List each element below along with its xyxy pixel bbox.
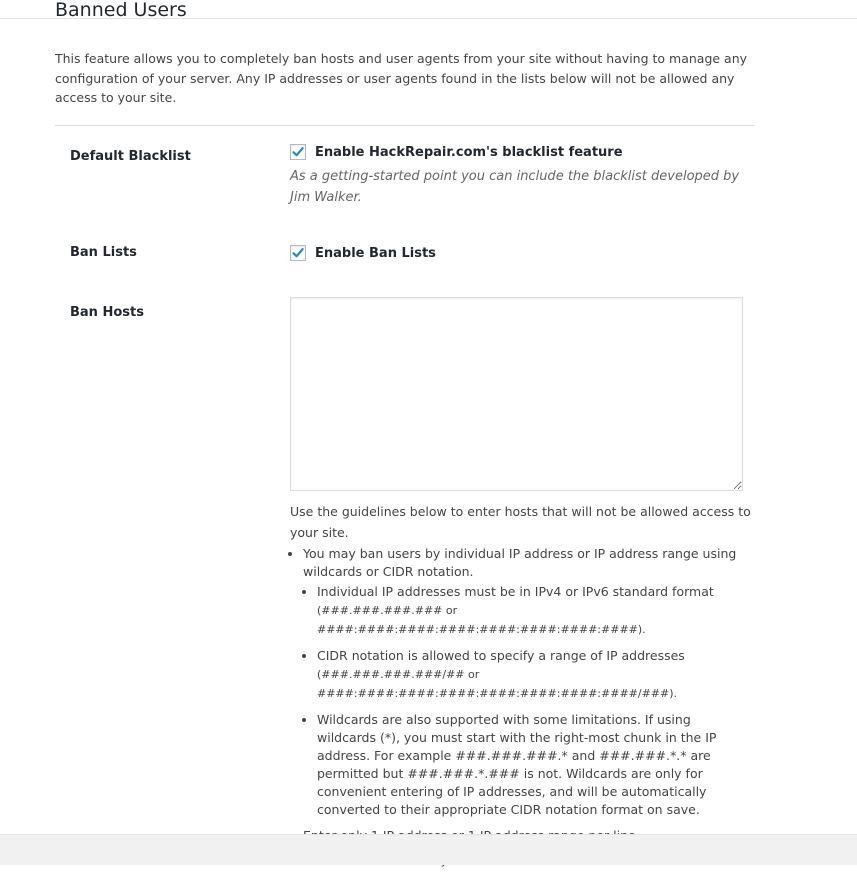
ban-lists-checkbox[interactable] [290, 245, 306, 261]
ban-hosts-textarea[interactable] [290, 297, 743, 491]
guidelines-intro: Use the guidelines below to enter hosts that will not be allowed access to your site. [290, 504, 751, 540]
list-item [303, 545, 752, 819]
default-blacklist-label: Default Blacklist [70, 149, 191, 164]
footer-bar [0, 834, 857, 865]
ban-hosts-guidelines [290, 502, 752, 875]
guideline-ip-format-code: (###.###.###.### or ####:####:####:####:####:####:####:####). [317, 604, 646, 636]
guideline-ip-range: You may ban users by individual IP address or IP address range using wildcards or CIDR notation. [303, 546, 737, 579]
default-blacklist-checkbox[interactable] [290, 144, 306, 160]
default-blacklist-description: As a getting-started point you can include the blacklist developed by Jim Walker. [290, 169, 740, 205]
ban-lists-label: Ban Lists [70, 245, 137, 260]
section-intro: This feature allows you to completely ban hosts and user agents from your site without having to manage any configuration of your server. Any IP addresses or user agents found in the lists below will not be allowed any access to your site. [55, 51, 748, 105]
default-blacklist-option[interactable] [290, 144, 623, 160]
guideline-cidr: CIDR notation is allowed to specify a range of IP addresses [317, 648, 685, 663]
section-title: Banned Users [55, 0, 187, 21]
guideline-ip-format: Individual IP addresses must be in IPv4 or IPv6 standard format [317, 584, 714, 599]
guidelines-list [290, 545, 752, 869]
checkmark-icon [291, 145, 305, 159]
default-blacklist-checkbox-label[interactable]: Enable HackRepair.com's blacklist feature [315, 144, 623, 160]
ban-lists-option[interactable] [290, 245, 436, 261]
list-item [317, 647, 752, 703]
guideline-wildcards: Wildcards are also supported with some limitations. If using wildcards (*), you must start with the right-most chunk in the IP address. For example ###.###.###.* and ###.###.*.* are permitted but ###.###.*.### is not. Wildcards are only for convenient entering of IP addresses, and will be automatically converted to their appropriate CIDR notation format on save. [317, 712, 717, 817]
ban-hosts-label: Ban Hosts [70, 305, 144, 320]
guideline-cidr-code-2: ####:####:####:####:####:####:####:####/###). [317, 687, 678, 700]
ban-lists-checkbox-label[interactable]: Enable Ban Lists [315, 245, 436, 261]
guidelines-sublist [303, 583, 752, 819]
list-item [317, 583, 752, 639]
guideline-cidr-code-1: (###.###.###.###/## or [317, 668, 480, 681]
checkmark-icon [291, 246, 305, 260]
divider [55, 125, 755, 126]
list-item [317, 711, 752, 819]
